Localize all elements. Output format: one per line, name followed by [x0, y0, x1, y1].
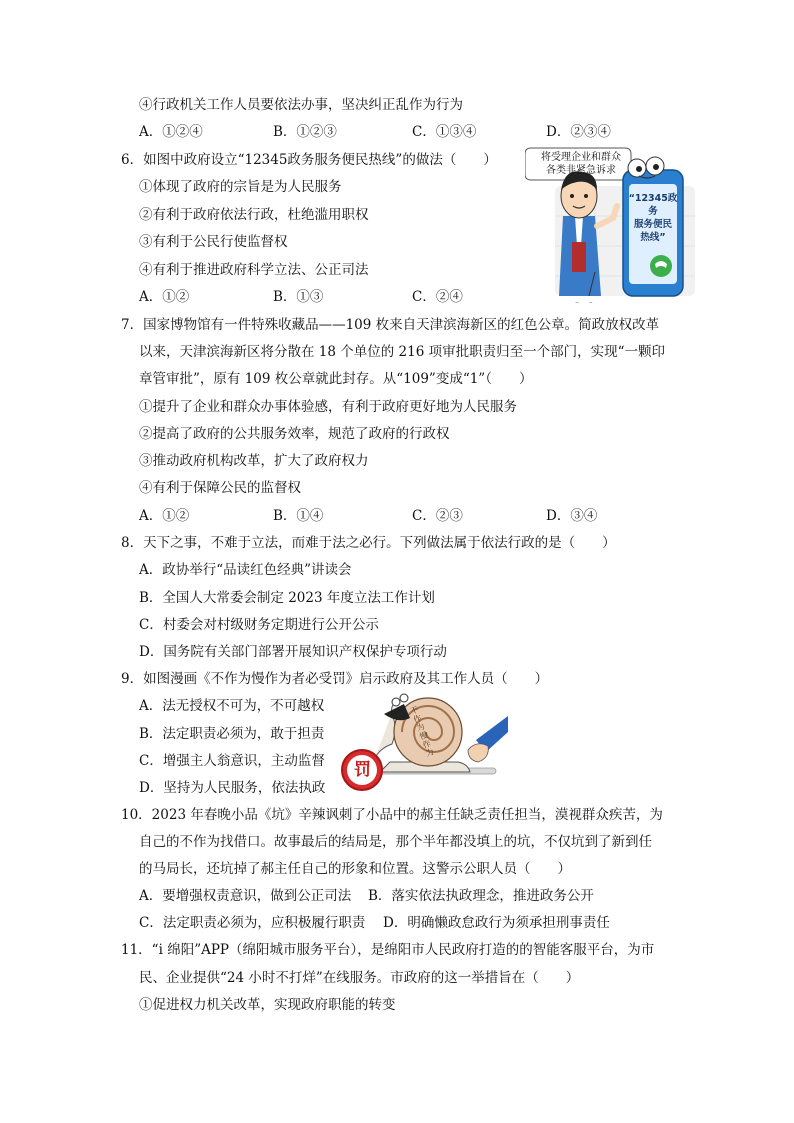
q6-item-1: ①体现了政府的宗旨是为人民服务 [139, 179, 342, 195]
q7-item-4: ④有利于保障公民的监督权 [139, 480, 301, 496]
bubble-line-1: 将受理企业和群众 [541, 152, 621, 163]
q10-stem-line-3: 的马局长，还坑掉了郝主任自己的形象和位置。这警示公职人员（ ） [139, 861, 571, 877]
phone-line-3: 热线” [640, 232, 666, 243]
q6-choice-c: C．②④ [412, 289, 463, 305]
speech-bubble-text [531, 151, 631, 177]
q8-choice-c: C．村委会对村级财务定期进行公开公示 [139, 617, 379, 633]
q10-choice-c: C．法定职责必须为，应积极履行职责 [139, 915, 366, 931]
q10-stem-line-2: 自己的不作为找借口。故事最后的结局是，那个半年都没填上的坑，不仅坑到了新到任 [139, 834, 652, 850]
phone-line-2: 服务便民 [633, 219, 672, 230]
q8-stem: 8．天下之事，不难于立法，而难于法之必行。下列做法属于依法行政的是（ ） [121, 535, 616, 551]
q5-choice-c: C．①③④ [412, 124, 477, 140]
q9-choice-c: C．增强主人翁意识，主动监督 [139, 753, 325, 769]
q5-choice-b: B．①②③ [273, 124, 337, 140]
snail-cartoon [340, 688, 508, 796]
q6-choice-a: A．①② [139, 289, 190, 305]
q7-choice-a: A．①② [139, 508, 190, 524]
q6-choice-b: B．①③ [273, 289, 324, 305]
q6-stem: 6．如图中政府设立“12345政务服务便民热线”的做法（ ） [121, 152, 497, 168]
q11-stem-line-1: 11．“i 绵阳”APP（绵阳城市服务平台），是绵阳市人民政府打造的的智能客服平台，为市 [121, 942, 655, 958]
q7-choice-d: D．③④ [546, 508, 598, 524]
phone-line-1: “12345政务 [628, 193, 678, 217]
q10-choice-d: D．明确懒政怠政行为须承担刑事责任 [383, 915, 610, 931]
q8-choice-d: D．国务院有关部门部署开展知识产权保护专项行动 [139, 644, 447, 660]
q6-item-4: ④有利于推进政府科学立法、公正司法 [139, 262, 369, 278]
q10-stem-line-1: 10．2023 年春晚小品《坑》辛辣讽刺了小品中的郝主任缺乏责任担当，漠视群众疾苦，为 [121, 807, 663, 823]
q8-choice-a: A．政协举行“品读红色经典”讲读会 [139, 562, 352, 578]
q7-item-3: ③推动政府机构改革，扩大了政府权力 [139, 453, 369, 469]
q7-item-2: ②提高了政府的公共服务效率，规范了政府的行政权 [139, 426, 450, 442]
q7-choice-c: C．②③ [412, 508, 463, 524]
q11-item-1: ①促进权力机关改革，实现政府职能的转变 [139, 997, 396, 1013]
q5-choice-d: D．②③④ [546, 124, 611, 140]
q5-choice-a: A．①②④ [139, 124, 203, 140]
q7-choice-b: B．①④ [273, 508, 324, 524]
q7-stem-line-1: 7．国家博物馆有一件特殊收藏品——109 枚来自天津滨海新区的红色公章。简政放权改革 [121, 317, 660, 333]
q10-choice-b: B．落实依法执政理念，推进政务公开 [368, 888, 594, 904]
q7-item-1: ①提升了企业和群众办事体验感，有利于政府更好地为人民服务 [139, 399, 517, 415]
q10-choice-a: A．要增强权责意识，做到公正司法 [139, 888, 352, 904]
penalty-sign-text: 罚 [354, 760, 371, 780]
q8-choice-b: B．全国人大常委会制定 2023 年度立法工作计划 [139, 590, 435, 606]
hotline-illustration [525, 146, 705, 302]
bubble-line-2: 各类非紧急诉求 [546, 165, 616, 176]
q9-choice-b: B．法定职责必须为，敢于担责 [139, 726, 325, 742]
q11-stem-line-2: 民、企业提供“24 小时不打烊”在线服务。市政府的这一举措旨在（ ） [139, 970, 580, 986]
q7-stem-line-3: 章管审批”，原有 109 枚公章就此封存。从“109”变成“1”（ ） [139, 371, 533, 387]
q7-stem-line-2: 以来，天津滨海新区将分散在 18 个单位的 216 项审批职责归至一个部门，实现“一颗印 [139, 344, 666, 360]
q6-item-2: ②有利于政府依法行政，杜绝滥用职权 [139, 207, 369, 223]
q9-stem: 9．如图漫画《不作为慢作为者必受罚》启示政府及其工作人员（ ） [121, 671, 549, 687]
phone-screen-text [627, 192, 679, 244]
snail-shell-text: 不作为慢作为 [409, 704, 436, 759]
q9-choice-a: A．法无授权不可为，不可越权 [139, 698, 325, 714]
q9-choice-d: D．坚持为人民服务，依法执政 [139, 780, 326, 796]
q5-item-4: ④行政机关工作人员要依法办事，坚决纠正乱作为行为 [139, 97, 463, 113]
q6-item-3: ③有利于公民行使监督权 [139, 234, 288, 250]
